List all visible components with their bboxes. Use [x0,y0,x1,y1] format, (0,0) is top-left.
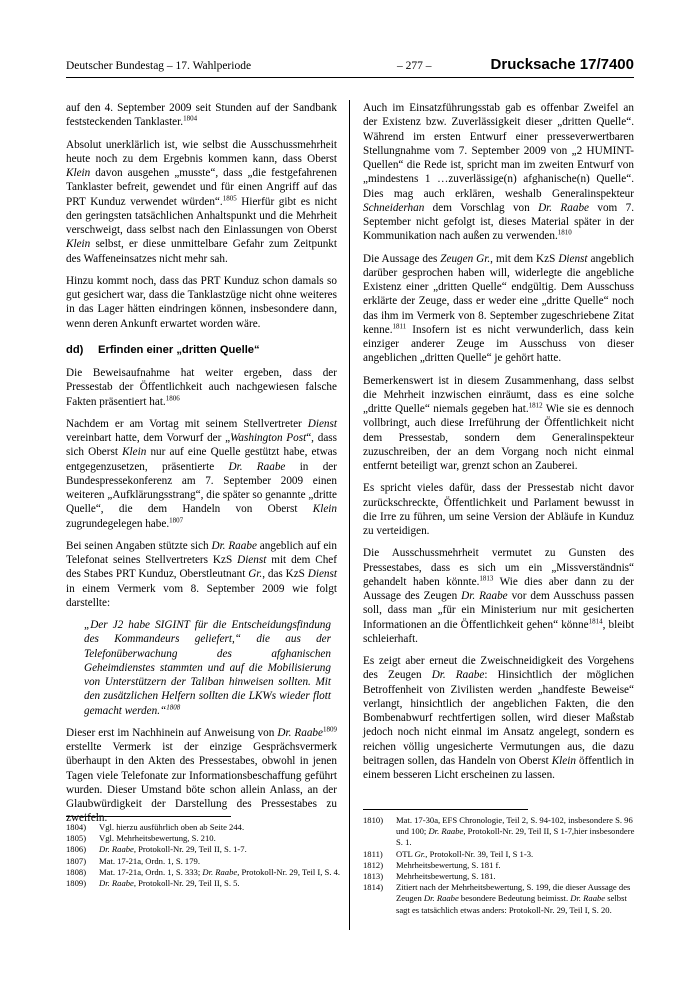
paragraph: Bei seinen Angaben stützte sich Dr. Raabe angeblich auf ein Telefonat seines Stellvertreters KzS Dienst mit dem Chef des Stabes PRT Kunduz, Oberstleutnant Gr., das KzS Dienst in einem Vermerk vom 8. September 2009 wie folgt darstellte: [66,539,338,609]
footnote: 1806) Dr. Raabe, Protokoll-Nr. 29, Teil II, S. 1-7. [66,844,247,855]
section-title: Erfinden einer „dritten Quelle“ [98,343,260,356]
paragraph: Die Ausschussmehrheit vermutet zu Gunsten des Pressestabes, dass es sich um ein „Missverständnis“ gehandelt haben könnte.$^{1813}$ Wie dies aber dann zu der Aussage des Zeugen Dr. Raabe vor dem Ausschuss passen soll, dass man „für ein Ministerium nur mit gesicherten Informationen an die Öffentlichkeit gehen“ könne$^{1814}$, bleibt schleierhaft. [363,547,634,645]
footnotes-left [66,822,341,889]
footnote-rule-left [66,816,231,817]
paragraph: Absolut unerklärlich ist, wie selbst die Ausschussmehrheit heute noch zu dem Ergebnis kommen kann, dass Oberst Klein davon ausgehen „musste“, dass „die festgefahrenen Tanklaster befreit, gewendet und für einen Angriff auf das PRT Kunduz verwendet würden“.$^{1805}$ Hierfür gibt es nicht den geringsten tatsächlichen Anhaltspunkt und die Mehrheit verschweigt, dass selbst nach den Einlassungen von Oberst Klein selbst, er diese unmittelbare Gefahr zum Zeitpunkt des Waffeneinsatzes nicht mehr sah. [66,138,337,265]
document-prefix: Drucksache 17/ [490,56,601,73]
paragraph: Die Beweisaufnahme hat weiter ergeben, dass der Pressestab der Öffentlichkeit auch nachgewiesen falsche Fakten präsentiert hat.$^{1806}$ [66,367,337,408]
footnote: 1810) Mat. 17-30a, EFS Chronologie, Teil 2, S. 94-102, insbesondere S. 96 und 100; Dr. Raabe, Protokoll-Nr. 29, Teil II, S 1-7,hier insbesondere S. 1. [363,815,635,848]
footnote: 1812) Mehrheitsbewertung, S. 181 f. [363,859,501,870]
paragraph: Auch im Einsatzführungsstab gab es offenbar Zweifel an der Existenz bzw. Zuverlässigkeit dieser „dritten Quelle“. Während im ersten Entwurf einer presseverwertbaren Stellungnahme vom 7. September 2009 von „2 HUMINT-Quellen“ die Rede ist, spricht man im zweiten Entwurf von „mindestens 1 …zuverlässige(n) afghanische(n) Quelle“. Dies mag auch erklären, weshalb Generalinspekteur Schneiderhan dem Vorschlag von Dr. Raabe vom 7. September nicht gefolgt ist, dieses Material später in der Kommunikation nach außen zu verwenden.$^{1810}$ [363,102,634,243]
paragraph: Es zeigt aber erneut die Zweischneidigkeit des Vorgehens des Zeugen Dr. Raabe: Hinsichtlich der möglichen Betroffenheit von Zivilisten werden „handfeste Beweise“ verlangt, hinsichtlich der angeblichen Fakten, die den Bombenabwurf rechtfertigen sollen, wird dieser Maßstab jedoch noch nicht einmal im Ansatz angelegt, sondern es reichen völlig ungesicherte Vermutungen aus, die dazu beitragen sollen, das Handeln von Oberst Klein öffentlich in einem besseren Licht erscheinen zu lassen. [363,655,634,781]
paragraph: auf den 4. September 2009 seit Stunden auf der Sandbank feststeckenden Tanklaster.$^{1804}$ [66,102,337,129]
header-publication: Deutscher Bundestag – 17. Wahlperiode [66,60,252,72]
document-id: 7400 [600,56,634,73]
left-column [66,101,337,834]
right-column [363,101,634,790]
footnote: 1805) Vgl. Mehrheitsbewertung, S. 210. [66,833,216,844]
footnote: 1811) OTL Gr., Protokoll-Nr. 39, Teil I, S 1-3. [363,848,534,859]
block-quote: „Der J2 habe SIGINT für die Entscheidungsfindung des Kommandeurs geliefert,“ die aus der Telefonüberwachung des afghanischen Geheimdienstes stammten und auf die Mobilisierung von Unterstützern der Taliban hinweisen sollten. Mit den zusätzlichen Helfern sollten die LKWs wieder flott gemacht werden.“$^{1808}$ [84,619,331,717]
section-label: dd) [66,343,84,356]
footnote: 1807) Mat. 17-21a, Ordn. 1, S. 179. [66,855,200,866]
section-heading [66,343,337,357]
page-number: – 277 – [397,60,432,72]
footnotes-right [363,815,635,916]
footnote: 1804) Vgl. hierzu ausführlich oben ab Seite 244. [66,822,245,832]
footnote: 1814) Zitiert nach der Mehrheitsbewertung, S. 199, die dieser Aussage des Zeugen Dr. Raabe besondere Bedeutung beimisst. Dr. Raabe selbst sagt es tatsächlich etwas anders: Protokoll-Nr. 29, Teil I, S. 20. [363,882,631,915]
paragraph: Bemerkenswert ist in diesem Zusammenhang, dass selbst die Mehrheit inzwischen einräumt, dass es eine solche „dritte Quelle“ niemals gegeben hat.$^{1812}$ Wie sie es dennoch vollbringt, auch diese Irreführung der Öffentlichkeit nicht dem Pressestab, sondern dem Generalinspekteur zuzuschreiben, der an dem Vorgang noch nicht einmal entfernt beteiligt war, grenzt schon an Zauberei. [363,374,634,472]
column-divider [349,100,350,930]
paragraph: Hinzu kommt noch, dass das PRT Kunduz schon damals so gut gesichert war, dass die Tanklastzüge nicht ohne weiteres in das Lager hätten eindringen können, insbesondere dann, wenn deren Ankunft erwartet worden wäre. [66,274,337,330]
footnote: 1809) Dr. Raabe, Protokoll-Nr. 29, Teil II, S. 5. [66,878,240,889]
paragraph: Es spricht vieles dafür, dass der Pressestab nicht davor zurückschreckte, Öffentlichkeit und Parlament bewusst in die Irre zu führen, um seine Version der Abläufe in Kunduz zu verteidigen. [363,482,634,537]
footnote: 1813) Mehrheitsbewertung, S. 181. [363,871,496,882]
footnote-rule-right [363,809,528,810]
document-number [491,56,634,73]
paragraph: Die Aussage des Zeugen Gr., mit dem KzS Dienst angeblich darüber gesprochen haben will, widerlegte die angebliche Existenz einer „dritten Quelle“ endgültig. Dem Ausschuss erklärte der Zeuge, dass er weder eine „dritte Quelle“ noch das ihm im Vermerk von 8. September zugeschriebene Zitat kenne.$^{1811}$ Insofern ist es nicht verwunderlich, dass kein einziger anderer Zeuge im Ausschuss von dieser angeblichen „dritten Quelle“ je gehört hatte. [363,252,634,365]
paragraph: Nachdem er am Vortag mit seinem Stellvertreter Dienst vereinbart hatte, dem Vorwurf der „Washington Post“, dass sich Oberst Klein nur auf eine Quelle gestützt habe, etwas entgegenzusetzen, präsentierte Dr. Raabe in der Bundespressekonferenz am 7. September 2009 einen weiteren „Aufklärungsstrang“, die später so genannte „dritte Quelle“, die dem Handeln von Oberst Klein zugrundegelegen habe.$^{1807}$ [66,417,337,530]
page-header [66,56,634,78]
footnote: 1808) Mat. 17-21a, Ordn. 1, S. 333; Dr. Raabe, Protokoll-Nr. 29, Teil I, S. 4. [66,866,341,877]
paragraph: Dieser erst im Nachhinein auf Anweisung von Dr. Raabe$^{1809}$ erstellte Vermerk ist der einzige Gesprächsvermerk überhaupt in den Akten des Pressestabes, obwohl in jenen Tagen viele Telefonate zur Informationsbeschaffung geführt wurden. Dieser Umstand böte schon allein Anlass, an der Glaubwürdigkeit der Darstellung des Pressestabes zu zweifeln. [66,725,337,825]
header-rule [66,77,634,78]
